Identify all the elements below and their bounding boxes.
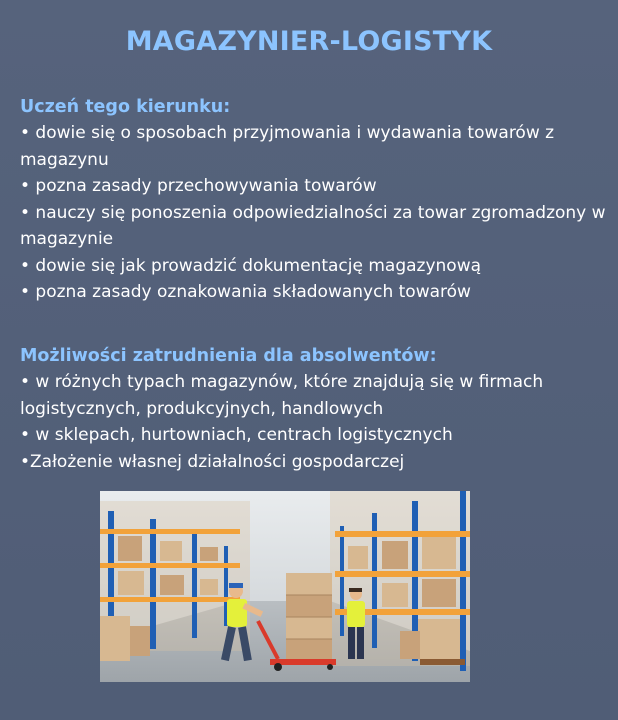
box-stack	[286, 573, 332, 661]
section-heading: Możliwości zatrudnienia dla absolwentów:	[20, 346, 437, 366]
list-item: • dowie się jak prowadzić dokumentację magazynową	[20, 255, 482, 276]
list-item: • pozna zasady przechowywania towarów	[20, 176, 377, 196]
list-item: • pozna zasady oznakowania składowanych towarów	[20, 282, 471, 302]
list-item: • dowie się o sposobach przyjmowania i wydawania towarów z magazynu	[20, 123, 555, 170]
list-item: • nauczy się ponoszenia odpowiedzialności za towar zgromadzony w magazynie	[20, 202, 606, 249]
bullet-list	[20, 369, 610, 475]
page-title: MAGAZYNIER-LOGISTYK	[125, 26, 493, 57]
warehouse-illustration	[100, 491, 470, 682]
list-item: •Założenie własnej działalności gospodarczej	[20, 451, 405, 472]
student-skills-section	[20, 94, 610, 306]
bullet-list	[20, 120, 610, 306]
employment-section	[20, 343, 610, 475]
list-item: • w różnych typach magazynów, które znajdują się w firmach logistycznych, produkcyjnych, handlowych	[20, 372, 544, 419]
list-item: • w sklepach, hurtowniach, centrach logistycznych	[20, 425, 453, 445]
warehouse-photo	[100, 491, 470, 682]
section-heading: Uczeń tego kierunku:	[20, 97, 231, 117]
